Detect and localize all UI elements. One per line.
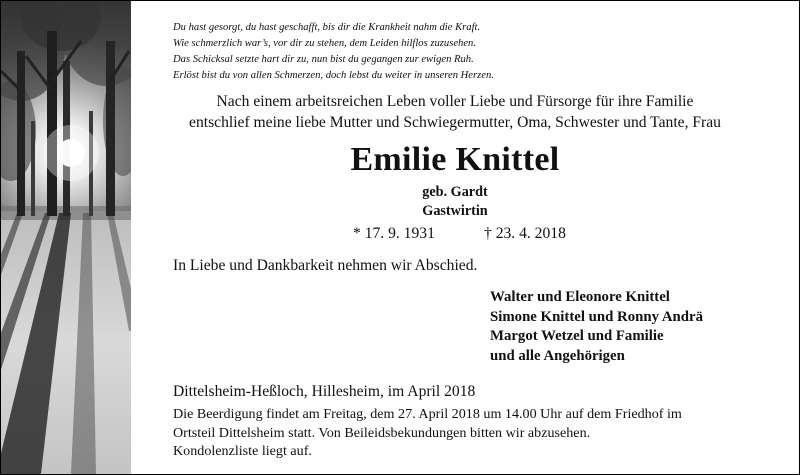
intro-line: entschlief meine liebe Mutter und Schwiegermutter, Oma, Schwester und Tante, Frau — [189, 114, 721, 131]
intro-line: Nach einem arbeitsreichen Leben voller Liebe und Fürsorge für ihre Familie — [216, 93, 694, 110]
mourner-entry: Margot Wetzel und Familie — [490, 328, 664, 344]
park-trees-photo — [1, 1, 131, 474]
deceased-name: Emilie Knittel — [350, 141, 560, 178]
farewell-line: In Liebe und Dankbarkeit nehmen wir Abschied. — [173, 257, 478, 274]
poem-line: Du hast gesorgt, du hast geschafft, bis dir die Krankheit nahm die Kraft. — [173, 22, 481, 33]
poem-line: Das Schicksal setzte hart dir zu, nun bist du gegangen zur ewigen Ruh. — [173, 54, 474, 65]
funeral-line: Kondolenzliste liegt auf. — [173, 443, 312, 460]
funeral-notice — [173, 405, 733, 461]
place-and-date: Dittelsheim-Heßloch, Hillesheim, im April 2018 — [173, 383, 476, 400]
mourners-list — [490, 288, 703, 366]
birth-date: * 17. 9. 1931 — [353, 225, 435, 242]
mourner-entry: und alle Angehörigen — [490, 347, 625, 364]
memorial-poem — [173, 20, 494, 84]
occupation: Gastwirtin — [422, 203, 488, 219]
deceased-details — [131, 183, 779, 221]
funeral-line: Ortsteil Dittelsheim statt. Von Beileidsbekundungen bitten wir abzusehen. — [173, 424, 591, 441]
funeral-line: Die Beerdigung findet am Freitag, dem 27. April 2018 um 14.00 Uhr auf dem Friedhof im — [173, 406, 682, 422]
death-date: † 23. 4. 2018 — [484, 225, 566, 242]
notice-text-area — [131, 1, 799, 474]
maiden-name: geb. Gardt — [422, 184, 488, 200]
intro-text — [131, 91, 779, 133]
mourner-entry: Walter und Eleonore Knittel — [490, 289, 670, 305]
poem-line: Erlöst bist du von allen Schmerzen, doch lebst du weiter in unseren Herzen. — [173, 70, 494, 81]
mourner-entry: Simone Knittel und Ronny Andrä — [490, 308, 703, 325]
poem-line: Wie schmerzlich war’s, vor dir zu stehen, dem Leiden hilflos zuzusehen. — [173, 38, 476, 49]
